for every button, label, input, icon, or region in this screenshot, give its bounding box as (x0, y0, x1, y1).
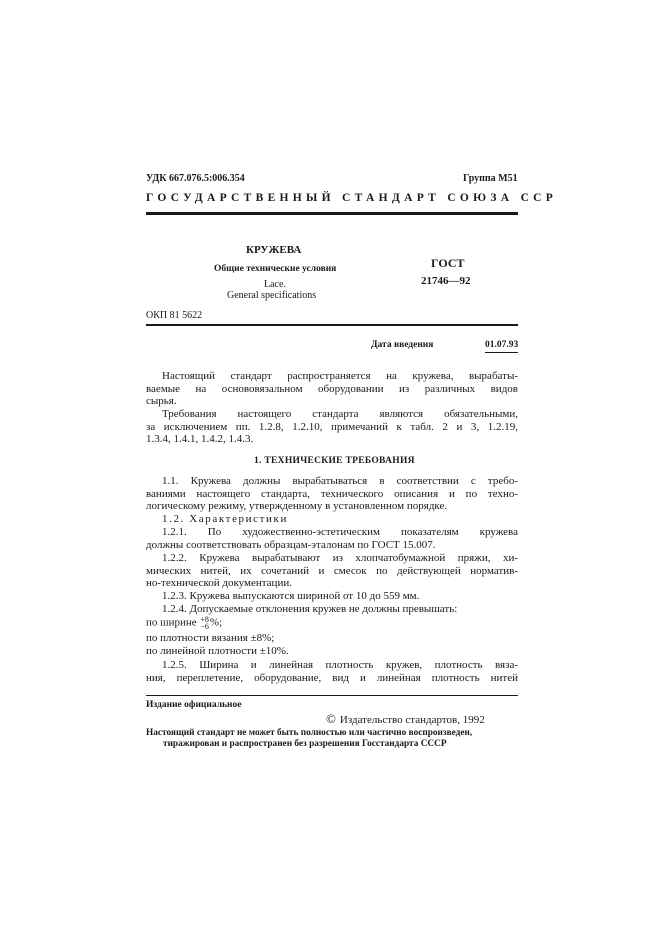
width-plus: +8 (200, 615, 209, 624)
clause-1-2-1 (146, 526, 518, 551)
clause-1-2-5 (146, 659, 518, 684)
udk-code: УДК 667.076.5:006.354 (146, 173, 245, 184)
width-label: по ширине (146, 616, 197, 629)
text-line: 1.2. Характеристики (162, 513, 288, 525)
state-standard-heading: ГОСУДАРСТВЕННЫЙ СТАНДАРТ СОЮЗА ССР (146, 192, 558, 204)
copyright-line (326, 711, 485, 727)
standard-title: КРУЖЕВА (246, 244, 302, 256)
text-line: логическому режиму, утвержденному в установленном порядке. (146, 500, 448, 513)
clause-1-2 (146, 513, 518, 526)
text-line: 1.3.4, 1.4.1, 1.4.2, 1.4.3. (146, 433, 254, 446)
width-minus: −6 (200, 622, 209, 631)
standard-subtitle-en: General specifications (227, 290, 317, 301)
width-tolerance (146, 616, 518, 630)
clause-1-2-3 (146, 590, 518, 603)
text-line: ваемые на основовязальном оборудовании из различных видов (146, 382, 518, 395)
text-line: по плотности вязания ±8%; (146, 632, 275, 644)
text-line: 1.2.3. Кружева выпускаются шириной от 10 до 559 мм. (162, 590, 420, 602)
standard-title-en: Lace. (264, 279, 286, 290)
width-unit: %; (209, 616, 223, 629)
section-heading: 1. ТЕХНИЧЕСКИЕ ТРЕБОВАНИЯ (254, 456, 415, 466)
clause-1-2-2 (146, 552, 518, 590)
text-line: сырья. (146, 395, 177, 408)
standard-subtitle: Общие технические условия (214, 264, 337, 274)
text-line: ния, переплетение, оборудование, вид и линейная плотность нитей (146, 671, 518, 684)
text-line: но-технической документации. (146, 577, 292, 590)
text-line: 1.2.2. Кружева вырабатывают из хлопчатобумажной пряжи, хи- (162, 552, 518, 564)
effective-date-label: Дата введения (371, 340, 434, 350)
text-line: ваниями настоящего стандарта, технического описания и по техно- (146, 487, 518, 500)
text-line: должны соответствовать образцам-эталонам по ГОСТ 15.007. (146, 538, 436, 551)
intro-paragraph-1 (146, 370, 518, 408)
text-line: 1.2.5. Ширина и линейная плотность кружев, плотность вяза- (162, 659, 518, 671)
clause-1-2-4 (146, 603, 518, 616)
date-underline (485, 352, 518, 353)
text-line: Настоящий стандарт распространяется на кружева, вырабаты- (162, 370, 518, 382)
text-line: 1.1. Кружева должны вырабатываться в соответствии с требо- (162, 475, 518, 487)
text-line: 1.2.4. Допускаемые отклонения кружев не должны превышать: (162, 603, 458, 615)
text-line: 1.2.1. По художественно-эстетическим показателям кружева (162, 526, 518, 538)
official-edition-label: Издание официальное (146, 700, 242, 710)
text-line: за исключением пп. 1.2.8, 1.2.10, примечаний к табл. 2 и 3, 1.2.19, (146, 420, 518, 433)
gost-number: 21746—92 (421, 275, 471, 287)
text-line: Требования настоящего стандарта являются обязательными, (162, 408, 518, 420)
group-code: Группа М51 (463, 173, 518, 184)
text-line: по линейной плотности ±10%. (146, 644, 289, 657)
okp-code: ОКП 81 5622 (146, 310, 203, 321)
title-divider (146, 324, 518, 326)
header-divider (146, 212, 518, 215)
density-tolerances (146, 632, 518, 657)
intro-paragraph-2 (146, 408, 518, 446)
copyright-icon: © (326, 711, 336, 726)
gost-label: ГОСТ (431, 256, 465, 270)
reproduction-notice-line-1: Настоящий стандарт не может быть полностью или частично воспроизведен, (146, 728, 473, 738)
footer-divider (146, 695, 518, 696)
width-tolerance-fraction (200, 616, 209, 630)
reproduction-notice-line-2: тиражирован и распространен без разрешения Госстандарта СССР (163, 739, 447, 749)
clause-1-1 (146, 475, 518, 513)
text-line: мических нитей, их сочетаний и смесок по действующей норматив- (146, 564, 518, 577)
copyright-text: Издательство стандартов, 1992 (339, 714, 485, 726)
effective-date-value: 01.07.93 (485, 340, 519, 350)
